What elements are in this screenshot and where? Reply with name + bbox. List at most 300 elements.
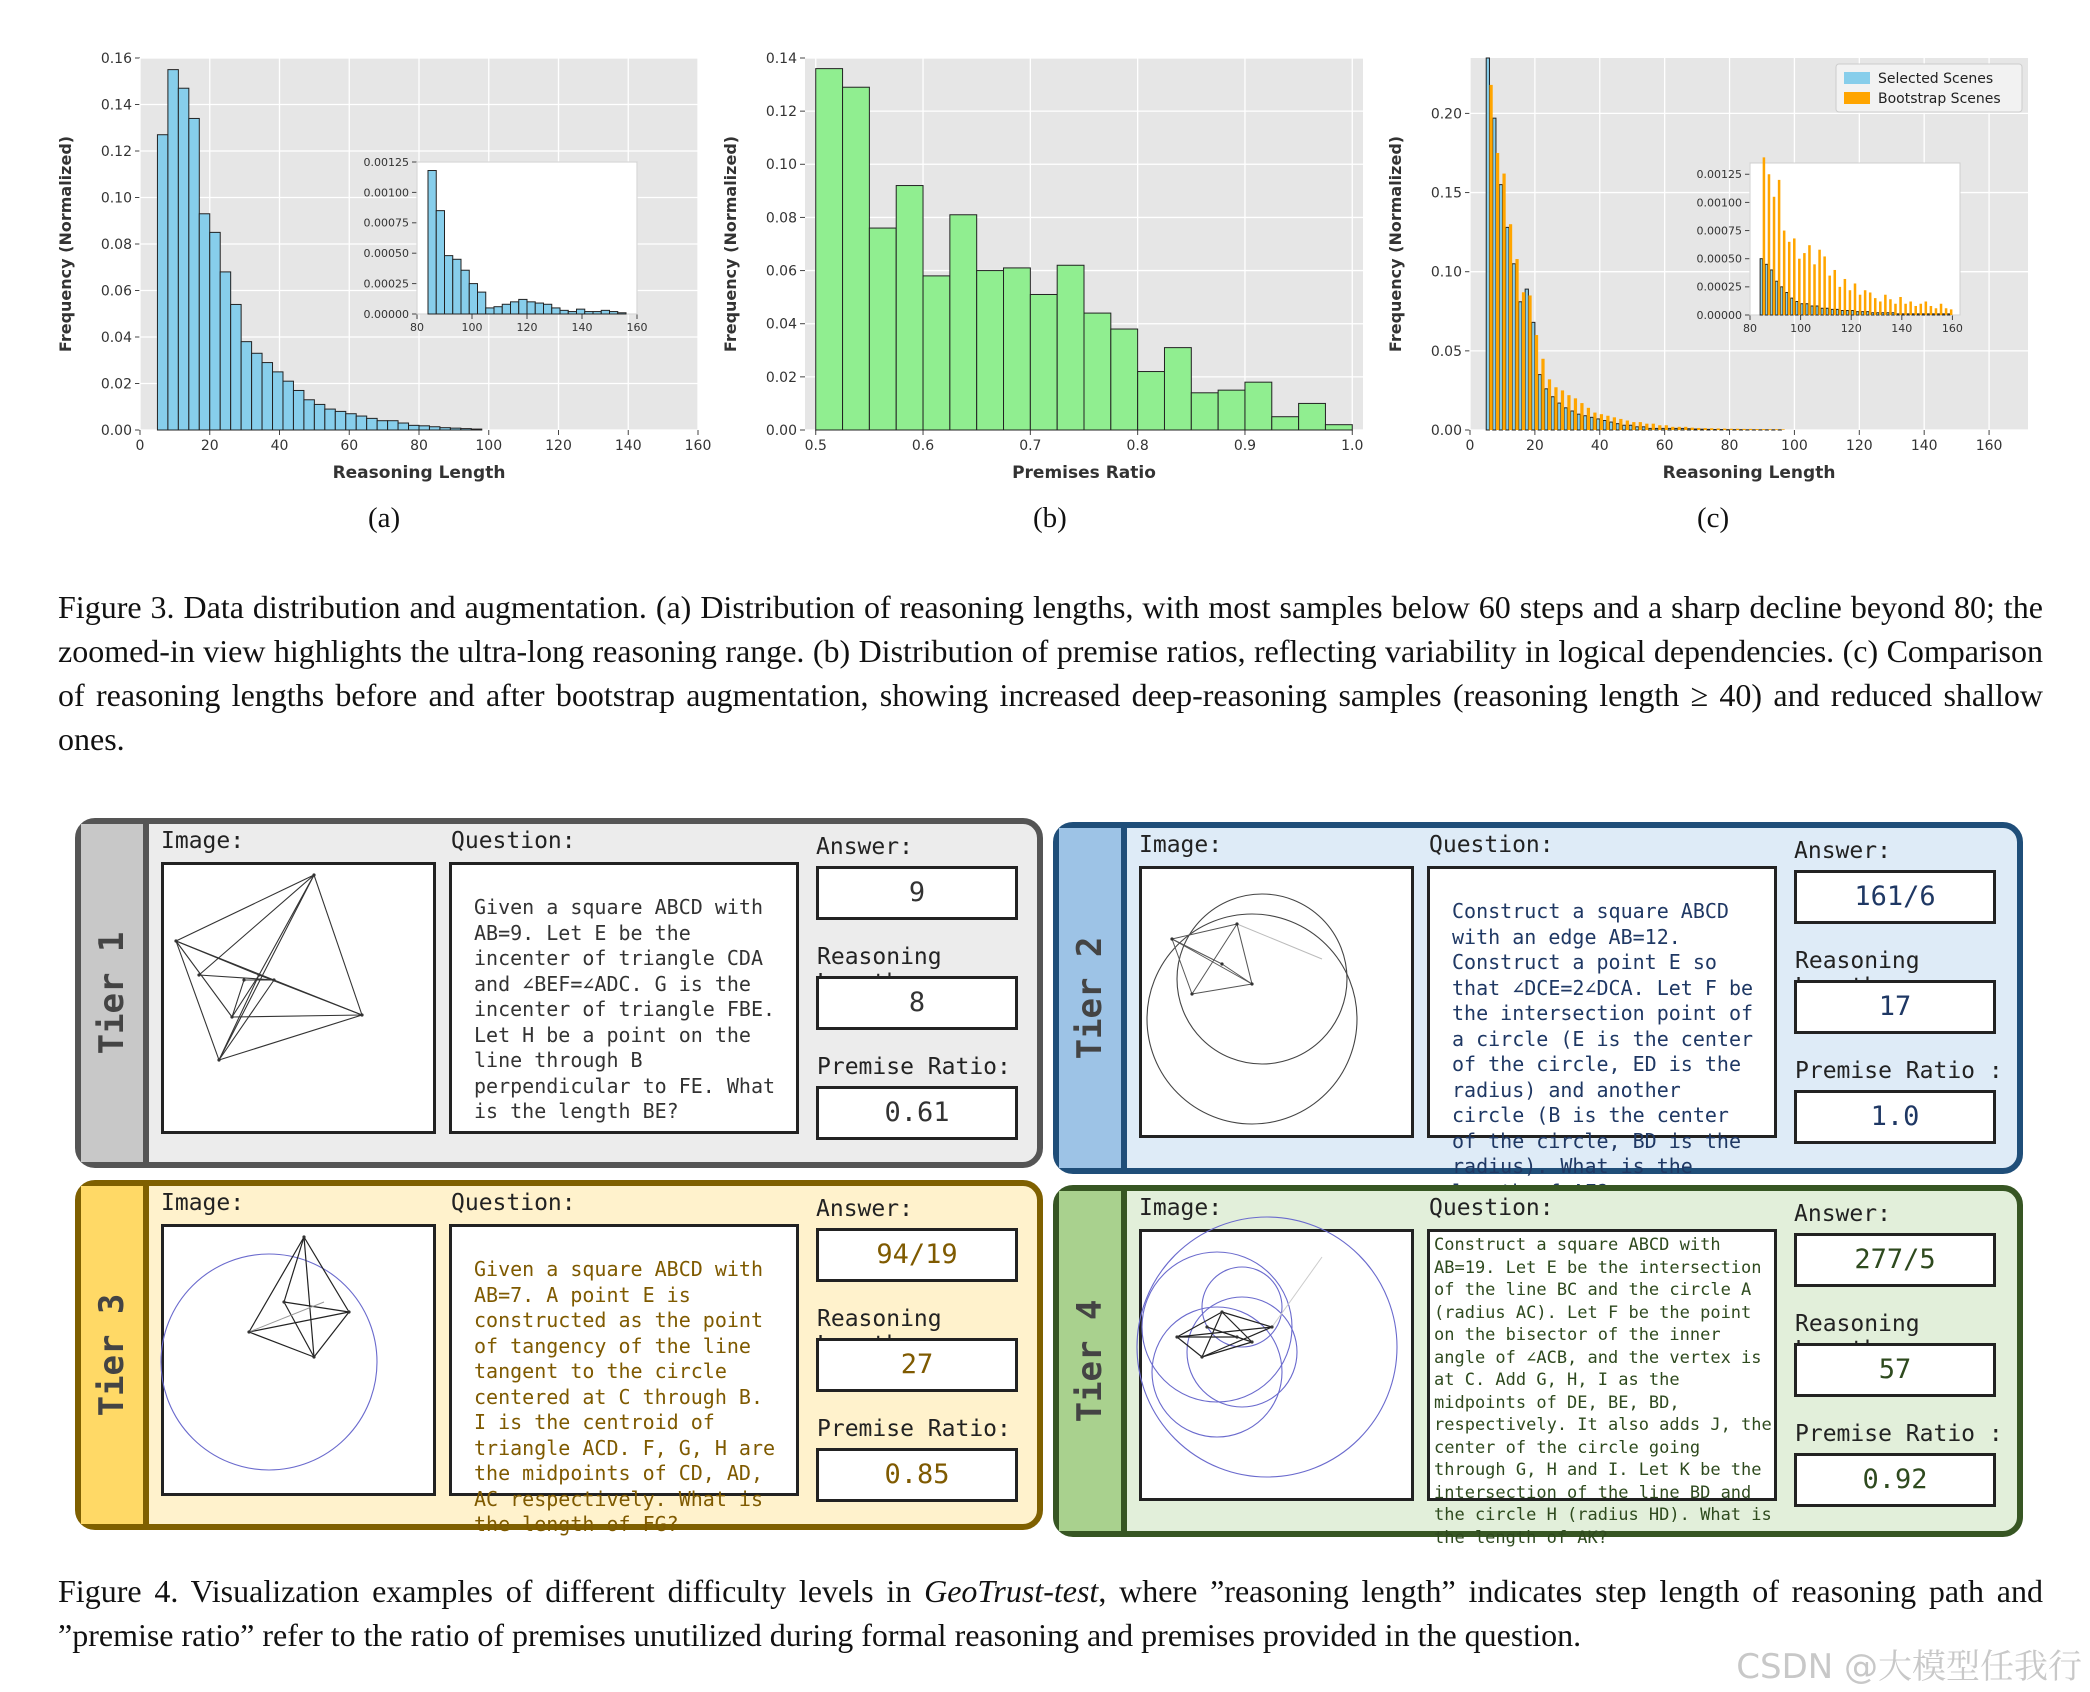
chart-c-bar-orange-bootstrap bbox=[1723, 429, 1726, 430]
chart-b-bar bbox=[923, 276, 950, 430]
chart-c-inset-bar-selected bbox=[1932, 314, 1935, 315]
chart-c-inset-bar-selected bbox=[1796, 301, 1799, 315]
diagram-point bbox=[1250, 1340, 1253, 1343]
image-label: Image: bbox=[161, 1190, 245, 1216]
chart-c-inset-bar-selected bbox=[1902, 314, 1905, 315]
premise-ratio-label: Premise Ratio: bbox=[817, 1416, 1011, 1442]
chart-c-bar-orange-bootstrap bbox=[1652, 424, 1655, 430]
chart-c-bar-selected bbox=[1538, 375, 1541, 430]
chart-c-bar-orange-bootstrap bbox=[1658, 425, 1661, 430]
chart-c-inset-bar-orange-bootstrap bbox=[1763, 157, 1766, 315]
diagram-line bbox=[249, 1237, 304, 1332]
chart-c-bar-orange-bootstrap bbox=[1580, 403, 1583, 430]
chart-c-inset-y-tick-label: 0.00000 bbox=[1696, 308, 1742, 322]
chart-c-inset-bar-orange-bootstrap bbox=[1844, 279, 1847, 315]
answer-value: 94/19 bbox=[816, 1228, 1018, 1282]
chart-c-x-tick-label: 40 bbox=[1590, 438, 1609, 454]
diagram-line bbox=[1172, 939, 1252, 984]
premise-ratio-label: Premise Ratio : bbox=[1795, 1421, 2003, 1447]
chart-b-bar bbox=[1272, 417, 1299, 430]
chart-a-inset-y-tick-label: 0.00075 bbox=[363, 216, 409, 230]
chart-c-inset-y-tick-label: 0.00050 bbox=[1696, 252, 1742, 266]
chart-b-y-tick-label: 0.10 bbox=[765, 157, 797, 174]
chart-c-inset-bar-orange-bootstrap bbox=[1879, 301, 1882, 315]
chart-c-bar-selected bbox=[1597, 419, 1600, 430]
chart-c-inset-bar-orange-bootstrap bbox=[1894, 304, 1897, 315]
reasoning-length-label: Reasoning bbox=[817, 1306, 942, 1332]
chart-a-bar bbox=[210, 232, 220, 430]
chart-c-bar-orange-bootstrap bbox=[1535, 335, 1538, 430]
chart-c-inset-bar-orange-bootstrap bbox=[1930, 306, 1933, 315]
chart-a-y-tick-label: 0.02 bbox=[100, 376, 132, 393]
chart-c-bar-orange-bootstrap bbox=[1522, 292, 1525, 430]
tier-label: Tier 2 bbox=[1070, 936, 1110, 1060]
chart-c-x-tick-label: 160 bbox=[1975, 438, 2003, 454]
chart-c-inset-bar-selected bbox=[1861, 312, 1864, 315]
chart-c-inset-bar-orange-bootstrap bbox=[1849, 290, 1852, 315]
chart-c-bar-selected bbox=[1545, 389, 1548, 430]
chart-c-bar-orange-bootstrap bbox=[1606, 416, 1609, 430]
geometry-image bbox=[161, 862, 436, 1134]
chart-c-inset-bar-selected bbox=[1887, 313, 1890, 315]
chart-c-inset-bar-selected bbox=[1760, 259, 1763, 315]
tier-label: Tier 4 bbox=[1070, 1299, 1110, 1423]
chart-a-bar bbox=[262, 363, 272, 430]
chart-a-bar bbox=[273, 372, 283, 430]
diagram-point bbox=[1170, 937, 1173, 940]
chart-c-bar-orange-bootstrap bbox=[1736, 429, 1739, 430]
chart-c-x-tick-label: 120 bbox=[1845, 438, 1873, 454]
diagram-line bbox=[1192, 984, 1252, 994]
chart-c-bar-selected bbox=[1512, 264, 1515, 430]
chart-c-bar-orange-bootstrap bbox=[1489, 85, 1492, 430]
diagram-circle bbox=[1187, 1297, 1297, 1407]
chart-c-x-tick-label: 80 bbox=[1720, 438, 1739, 454]
chart-c-inset-bar-orange-bootstrap bbox=[1813, 264, 1816, 315]
chart-c-bar-orange-bootstrap bbox=[1749, 429, 1752, 430]
chart-a-bar bbox=[178, 88, 188, 430]
chart-b-y-tick-label: 0.04 bbox=[765, 316, 797, 333]
chart-b-y-tick-label: 0.06 bbox=[765, 263, 797, 280]
chart-a-bar bbox=[252, 353, 262, 430]
chart-a-y-tick-label: 0.12 bbox=[100, 143, 132, 160]
answer-value: 277/5 bbox=[1794, 1233, 1996, 1287]
chart-a-y-tick-label: 0.10 bbox=[100, 190, 132, 207]
chart-a-inset-bar bbox=[486, 308, 494, 314]
chart-c-inset-bar-selected bbox=[1927, 314, 1930, 315]
chart-c-bar-orange-bootstrap bbox=[1665, 425, 1668, 430]
chart-b-bar bbox=[1325, 425, 1352, 430]
diagram-line bbox=[314, 875, 362, 1015]
chart-c-inset-bar-selected bbox=[1841, 310, 1844, 315]
chart-c-bar-selected bbox=[1622, 425, 1625, 430]
chart-b-x-tick-label: 0.7 bbox=[1019, 438, 1042, 454]
chart-c-bar-selected bbox=[1674, 428, 1677, 430]
answer-label: Answer: bbox=[1794, 1201, 1891, 1227]
chart-a-bar bbox=[220, 272, 230, 430]
chart-b-y-tick-label: 0.08 bbox=[765, 210, 797, 227]
chart-a-bar bbox=[335, 411, 345, 430]
chart-a-y-tick-label: 0.08 bbox=[100, 236, 132, 253]
chart-a-y-tick-label: 0.14 bbox=[100, 97, 132, 114]
diagram-line bbox=[232, 975, 259, 1017]
chart-c-inset-bar-orange-bootstrap bbox=[1914, 306, 1917, 315]
chart-c-inset-bar-selected bbox=[1947, 314, 1950, 315]
chart-c-bar-selected bbox=[1707, 429, 1710, 430]
chart-a-y-tick-label: 0.04 bbox=[100, 329, 132, 346]
chart-c-inset-bar-orange-bootstrap bbox=[1874, 298, 1877, 315]
chart-c-inset-bar-selected bbox=[1811, 306, 1814, 315]
chart-c-bar-orange-bootstrap bbox=[1619, 419, 1622, 430]
chart-a-x-tick-label: 100 bbox=[475, 438, 503, 454]
diagram-line bbox=[219, 975, 259, 1060]
chart-b-x-tick-label: 0.5 bbox=[804, 438, 827, 454]
chart-a-x-tick-label: 60 bbox=[340, 438, 359, 454]
chart-c-inset-bar-selected bbox=[1922, 314, 1925, 315]
chart-c-inset-y-tick-label: 0.00075 bbox=[1696, 224, 1742, 238]
chart-c-bar-selected bbox=[1571, 411, 1574, 430]
chart-c-bar-selected bbox=[1525, 289, 1528, 430]
chart-c-inset-bar-orange-bootstrap bbox=[1925, 301, 1928, 315]
chart-b-x-axis-label: Premises Ratio bbox=[1012, 463, 1156, 483]
chart-c-bar-orange-bootstrap bbox=[1541, 359, 1544, 430]
chart-c-inset-bar-selected bbox=[1851, 310, 1854, 315]
diagram-point bbox=[1250, 982, 1253, 985]
chart-c-bar-orange-bootstrap bbox=[1678, 427, 1681, 430]
chart-a-inset-bar bbox=[494, 307, 502, 314]
chart-b-bar bbox=[1218, 390, 1245, 430]
chart-c-inset-bar-orange-bootstrap bbox=[1828, 276, 1831, 315]
answer-label: Answer: bbox=[1794, 838, 1891, 864]
chart-c-bar-selected bbox=[1532, 322, 1535, 430]
chart-b-bar bbox=[1057, 265, 1084, 430]
chart-a-inset-bar bbox=[428, 171, 436, 314]
premise-ratio-value: 1.0 bbox=[1794, 1090, 1996, 1144]
chart-b-bar bbox=[1084, 313, 1111, 430]
chart-c-bar-selected bbox=[1668, 428, 1671, 430]
chart-c-bar-orange-bootstrap bbox=[1574, 398, 1577, 430]
chart-c-bar-orange-bootstrap bbox=[1554, 387, 1557, 430]
chart-b-y-tick-label: 0.14 bbox=[765, 50, 797, 67]
chart-c-bar-selected bbox=[1577, 414, 1580, 430]
chart-c-bar-selected bbox=[1661, 428, 1664, 430]
image-label: Image: bbox=[1139, 832, 1223, 858]
chart-b-x-tick-label: 1.0 bbox=[1341, 438, 1364, 454]
tier-sidebar bbox=[81, 1186, 149, 1524]
chart-c-inset-bar-selected bbox=[1801, 304, 1804, 315]
diagram-point bbox=[347, 1310, 350, 1313]
chart-a-inset-y-tick-label: 0.00125 bbox=[363, 155, 409, 169]
chart-a-inset-bar bbox=[445, 256, 453, 314]
chart-c-bar-orange-bootstrap bbox=[1645, 424, 1648, 430]
subfig-label-b: (b) bbox=[1033, 502, 1067, 534]
chart-b-bar bbox=[977, 271, 1004, 430]
diagram-line bbox=[284, 1302, 349, 1312]
chart-c-bar-orange-bootstrap bbox=[1768, 429, 1771, 430]
chart-c-inset-bar-selected bbox=[1937, 314, 1940, 315]
chart-c-bar-orange-bootstrap bbox=[1502, 174, 1505, 430]
diagram-point bbox=[257, 973, 260, 976]
chart-b-bar bbox=[1191, 393, 1218, 430]
chart-c-inset-bar-selected bbox=[1826, 308, 1829, 315]
figure3-caption: Figure 3. Data distribution and augmentation. (a) Distribution of reasoning lengths, with most samples below 60 steps and a sharp decline beyond 80; the zoomed-in view highlights the ultra-long reasoning range. (b) Distribution of premise ratios, reflecting variability in logical dependencies. (c) Comparison of reasoning lengths before and after bootstrap augmentation, showing increased deep-reasoning samples (reasoning length ≥ 40) and reduced shallow ones. bbox=[58, 589, 2043, 757]
chart-c-bar-orange-bootstrap bbox=[1743, 429, 1746, 430]
diagram-line bbox=[232, 1015, 362, 1017]
diagram-point bbox=[360, 1013, 363, 1016]
diagram-line bbox=[284, 1237, 304, 1302]
figure4-caption-part1: Figure 4. Visualization examples of different difficulty levels in bbox=[58, 1573, 925, 1609]
geometry-image bbox=[1139, 866, 1414, 1138]
chart-a-bar bbox=[283, 381, 293, 430]
chart-b-y-axis-label: Frequency (Normalized) bbox=[721, 135, 740, 353]
diagram-line bbox=[176, 875, 314, 941]
chart-c-inset-bar-orange-bootstrap bbox=[1823, 256, 1826, 315]
chart-a-x-tick-label: 20 bbox=[200, 438, 219, 454]
chart-c-bar-selected bbox=[1687, 429, 1690, 430]
chart-c-inset-bar-selected bbox=[1917, 314, 1920, 315]
reasoning-length-label: Reasoning bbox=[1795, 948, 1920, 974]
chart-c-y-tick-label: 0.20 bbox=[1430, 106, 1462, 123]
chart-c-inset-bar-orange-bootstrap bbox=[1833, 270, 1836, 315]
chart-c-inset-bar-selected bbox=[1780, 287, 1783, 315]
diagram-line bbox=[284, 1302, 314, 1357]
answer-value: 161/6 bbox=[1794, 870, 1996, 924]
chart-a-bar bbox=[409, 425, 419, 430]
chart-c-x-tick-label: 140 bbox=[1910, 438, 1938, 454]
chart-c-bar-orange-bootstrap bbox=[1755, 429, 1758, 430]
chart-a-bar bbox=[440, 428, 450, 430]
chart-a-bar bbox=[450, 428, 460, 430]
chart-c-bar-orange-bootstrap bbox=[1593, 413, 1596, 430]
chart-a-bar bbox=[189, 118, 199, 430]
diagram-line bbox=[1237, 924, 1322, 959]
diagram-point bbox=[312, 1355, 315, 1358]
diagram-circle bbox=[161, 1254, 377, 1470]
chart-c bbox=[1385, 50, 2045, 490]
geometry-image bbox=[161, 1224, 436, 1496]
chart-c-bar-selected bbox=[1629, 425, 1632, 430]
question-box bbox=[1427, 866, 1777, 1178]
chart-a-bar bbox=[168, 70, 178, 430]
chart-c-inset-x-tick-label: 140 bbox=[1891, 322, 1913, 335]
chart-c-bar-orange-bootstrap bbox=[1496, 153, 1499, 430]
subfig-label-a: (a) bbox=[368, 502, 401, 534]
chart-c-bar-orange-bootstrap bbox=[1671, 427, 1674, 430]
chart-b-bar bbox=[950, 215, 977, 430]
chart-c-inset-bar-orange-bootstrap bbox=[1803, 253, 1806, 315]
chart-a-inset-bar bbox=[436, 211, 444, 314]
diagram-circle bbox=[1137, 1217, 1397, 1477]
chart-c-bar-orange-bootstrap bbox=[1781, 429, 1784, 430]
premise-ratio-value: 0.61 bbox=[816, 1086, 1018, 1140]
chart-a-bar bbox=[377, 421, 387, 430]
question-text: Construct a square ABCD with AB=19. Let E be the intersection of the line BC and the circle A (radius AC). Let F be the point on the bisector of the inner angle of ∠ACB, and the vertex is at C. Add G, H, I as the midpoints of DE, BE, BD, respectively. It also adds J, the center of the circle going through G, H and I. Let K be the intersection of the line BD and the circle H (radius HD). What is the length of AK? bbox=[1434, 1235, 1772, 1548]
chart-a-bar bbox=[461, 429, 471, 430]
chart-c-inset-bar-selected bbox=[1816, 306, 1819, 315]
chart-c-bar-orange-bootstrap bbox=[1567, 395, 1570, 430]
chart-a-bar bbox=[367, 418, 377, 430]
chart-a-y-tick-label: 0.16 bbox=[100, 50, 132, 67]
chart-a-inset-x-tick-label: 120 bbox=[516, 321, 538, 334]
chart-a-bar bbox=[419, 426, 429, 430]
chart-a-inset-y-tick-label: 0.00025 bbox=[363, 277, 409, 291]
diagram-point bbox=[282, 1300, 285, 1303]
geometry-diagram bbox=[1142, 1232, 1411, 1498]
chart-c-legend-swatch-selected bbox=[1844, 72, 1870, 84]
tier-sidebar bbox=[1059, 828, 1127, 1168]
chart-a-inset-bar bbox=[535, 303, 543, 314]
geometry-diagram bbox=[164, 865, 433, 1131]
chart-c-inset-bar-orange-bootstrap bbox=[1864, 290, 1867, 315]
chart-c-bar-orange-bootstrap bbox=[1775, 429, 1778, 430]
chart-c-inset-x-tick-label: 100 bbox=[1790, 322, 1812, 335]
diagram-circle bbox=[1177, 894, 1347, 1064]
chart-c-inset-bar-selected bbox=[1882, 313, 1885, 315]
chart-c-bar-orange-bootstrap bbox=[1548, 379, 1551, 430]
chart-a-bar bbox=[304, 400, 314, 430]
chart-a-inset-bar bbox=[593, 312, 601, 314]
chart-a-x-tick-label: 0 bbox=[135, 438, 145, 454]
chart-c-inset-bar-orange-bootstrap bbox=[1773, 197, 1776, 315]
chart-c-x-tick-label: 100 bbox=[1781, 438, 1808, 454]
chart-a-bar bbox=[314, 404, 324, 430]
question-text: Construct a square ABCD with an edge AB=12. Construct a point E so that ∠DCE=2∠DCA. Let F be the intersection point of a circle (E is the center of the circle, ED is the radius) and another circle (B is the center of the circle, BD is the radius). What is the bbox=[1452, 899, 1754, 1178]
chart-a-bar bbox=[231, 304, 241, 430]
premise-ratio-label: Premise Ratio: bbox=[817, 1054, 1011, 1080]
chart-c-y-tick-label: 0.10 bbox=[1430, 264, 1462, 281]
chart-b-bar bbox=[816, 69, 843, 430]
reasoning-length-value: 8 bbox=[816, 976, 1018, 1030]
chart-c-bar-orange-bootstrap bbox=[1626, 421, 1629, 430]
chart-c-inset-bar-orange-bootstrap bbox=[1808, 245, 1811, 315]
chart-a-inset-y-tick-label: 0.00050 bbox=[363, 247, 409, 261]
chart-a-inset-x-tick-label: 100 bbox=[461, 321, 483, 334]
chart-a-bar bbox=[471, 429, 481, 430]
chart-c-bar-selected bbox=[1590, 417, 1593, 430]
geometry-image bbox=[1139, 1229, 1414, 1501]
reasoning-length-value: 17 bbox=[1794, 980, 1996, 1034]
answer-label: Answer: bbox=[816, 1196, 913, 1222]
chart-c-inset-x-tick-label: 80 bbox=[1743, 322, 1757, 335]
chart-c-inset-bar-orange-bootstrap bbox=[1788, 242, 1791, 315]
chart-c-inset-bar-selected bbox=[1866, 312, 1869, 315]
chart-a-bar bbox=[388, 421, 398, 430]
tier-panel-4 bbox=[1053, 1185, 2023, 1548]
chart-c-bar-selected bbox=[1506, 227, 1509, 430]
question-text: Given a square ABCD with AB=7. A point E is constructed as the point of tangency of the line tangent to the circle centered at C through B. I is the centroid of triangle ACD. F, G, H are the midpoints of CD, AD, AC respectively. What is the length of FG? bbox=[474, 1257, 776, 1536]
chart-a-inset-bar bbox=[601, 310, 609, 314]
diagram-point bbox=[1200, 1355, 1203, 1358]
geometry-diagram bbox=[1142, 869, 1411, 1135]
diagram-point bbox=[1235, 1335, 1238, 1338]
diagram-line bbox=[259, 875, 314, 975]
premise-ratio-value: 0.85 bbox=[816, 1448, 1018, 1502]
diagram-point bbox=[1220, 1310, 1223, 1313]
chart-c-inset-bar-selected bbox=[1821, 308, 1824, 315]
chart-a-inset-bar bbox=[469, 284, 477, 314]
chart-a-bar bbox=[346, 414, 356, 430]
chart-c-x-axis-label: Reasoning Length bbox=[1662, 463, 1836, 483]
chart-c-bar-selected bbox=[1519, 302, 1522, 430]
chart-c-bar-orange-bootstrap bbox=[1613, 417, 1616, 430]
chart-c-inset-bar-selected bbox=[1790, 298, 1793, 315]
chart-a-inset-bar bbox=[577, 309, 585, 314]
chart-a-inset-bar bbox=[502, 304, 510, 314]
chart-a-y-axis-label: Frequency (Normalized) bbox=[56, 135, 75, 353]
chart-a-inset-bar bbox=[519, 299, 527, 314]
chart-c-y-axis-label: Frequency (Normalized) bbox=[1386, 135, 1405, 353]
chart-c-inset-bar-orange-bootstrap bbox=[1899, 297, 1902, 315]
chart-c-inset-bar-selected bbox=[1892, 313, 1895, 315]
tier-label: Tier 3 bbox=[92, 1293, 132, 1417]
chart-c-inset-bar-selected bbox=[1806, 304, 1809, 315]
chart-a-inset-bar bbox=[511, 302, 519, 314]
chart-c-bar-orange-bootstrap bbox=[1684, 427, 1687, 430]
chart-c-bar-orange-bootstrap bbox=[1691, 428, 1694, 430]
chart-a-inset-bar bbox=[610, 312, 618, 314]
diagram-point bbox=[1270, 1325, 1273, 1328]
diagram-circle bbox=[1152, 1307, 1282, 1437]
chart-c-bar-orange-bootstrap bbox=[1561, 390, 1564, 430]
chart-c-x-tick-label: 60 bbox=[1655, 438, 1674, 454]
chart-c-inset-bar-orange-bootstrap bbox=[1869, 292, 1872, 315]
chart-c-inset-bar-selected bbox=[1907, 314, 1910, 315]
chart-c-inset-bar-selected bbox=[1765, 264, 1768, 315]
chart-b-y-tick-label: 0.02 bbox=[765, 369, 797, 386]
chart-a-inset-bar bbox=[478, 292, 486, 314]
chart-a-bar bbox=[398, 423, 408, 430]
diagram-point bbox=[1220, 962, 1223, 965]
question-label: Question: bbox=[451, 828, 576, 854]
chart-c-inset-bar-orange-bootstrap bbox=[1783, 231, 1786, 315]
chart-c-bar-orange-bootstrap bbox=[1697, 428, 1700, 430]
question-text: Given a square ABCD with AB=9. Let E be the incenter of triangle CDA and ∠BEF=∠ADC. G is the incenter of triangle FBE. Let H be a point on the line through B perpendicular to FE. What is the length BE? bbox=[474, 895, 776, 1123]
diagram-line bbox=[219, 1015, 362, 1060]
chart-c-bar-selected bbox=[1493, 118, 1496, 430]
diagram-point bbox=[1175, 1335, 1178, 1338]
chart-c-bar-orange-bootstrap bbox=[1710, 428, 1713, 430]
tier-panel-1 bbox=[75, 818, 1043, 1168]
chart-a-x-tick-label: 40 bbox=[270, 438, 289, 454]
diagram-point bbox=[174, 939, 177, 942]
diagram-point bbox=[247, 1330, 250, 1333]
chart-c-x-tick-label: 0 bbox=[1465, 438, 1475, 454]
watermark: CSDN @大模型任我行 bbox=[1736, 1647, 2082, 1687]
chart-a-inset-x-tick-label: 140 bbox=[571, 321, 593, 334]
premise-ratio-value: 0.92 bbox=[1794, 1453, 1996, 1507]
chart-c-bar-orange-bootstrap bbox=[1639, 422, 1642, 430]
chart-c-inset-bar-selected bbox=[1912, 314, 1915, 315]
chart-b-bar bbox=[843, 87, 870, 430]
chart-c-bar-selected bbox=[1700, 429, 1703, 430]
chart-c-bar-selected bbox=[1635, 427, 1638, 430]
chart-a bbox=[55, 50, 715, 490]
diagram-point bbox=[272, 978, 275, 981]
chart-b-bar bbox=[1138, 372, 1165, 430]
chart-a-bar bbox=[429, 427, 439, 430]
figure4-caption-part2: , where ”reasoning length” indicates step length of reasoning path and ”premise ratio” refer to the ratio of premises unutilized during formal reasoning and premises provided in the question. bbox=[58, 1573, 2044, 1653]
chart-a-bar bbox=[157, 135, 167, 430]
chart-c-y-tick-label: 0.15 bbox=[1430, 185, 1462, 202]
diagram-point bbox=[312, 873, 315, 876]
chart-c-legend-label-selected: Selected Scenes bbox=[1878, 71, 1994, 87]
chart-c-inset-bar-orange-bootstrap bbox=[1793, 238, 1796, 315]
chart-c-bar-selected bbox=[1616, 424, 1619, 430]
chart-b-x-tick-label: 0.9 bbox=[1233, 438, 1257, 454]
chart-a-inset-x-tick-label: 160 bbox=[626, 321, 648, 334]
question-box bbox=[449, 862, 799, 1134]
chart-c-bar-selected bbox=[1655, 428, 1658, 430]
